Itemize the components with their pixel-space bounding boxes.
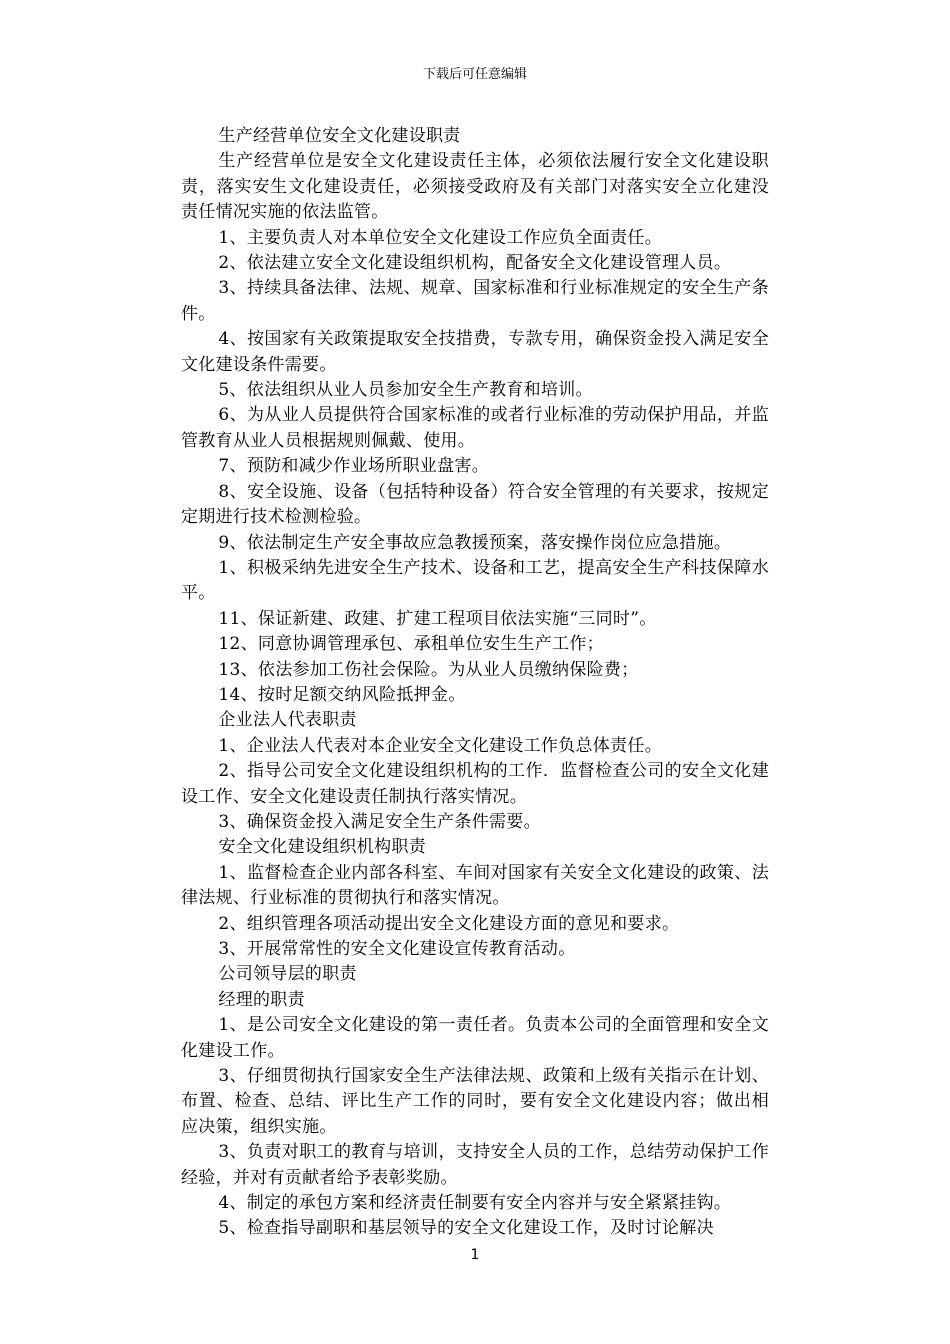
list-item: 1、积极采纳先进安全生产技术、设备和工艺，提高安全生产科技保障水平。: [181, 557, 769, 604]
section-heading: 生产经营单位安全文化建设职责: [218, 126, 461, 146]
list-item: 1、是公司安全文化建设的第一责任者。负责本公司的全面管理和安全文化建设工作。: [181, 1015, 769, 1061]
list-item: 6、为从业人员提供符合国家标准的或者行业标准的劳动保护用品，并监管教育从业人员根据规则佩戴、使用。: [181, 405, 769, 451]
list-item: 2、依法建立安全文化建设组织机构，配备安全文化建设管理人员。: [218, 253, 732, 274]
list-item: 13、依法参加工伤社会保险。为从业人员缴纳保险费；: [218, 659, 639, 680]
list-item: 9、依法制定生产安全事故应急教援预案，落安操作岗位应急措施。: [218, 532, 732, 553]
list-item: 11、保证新建、政建、扩建工程项目依法实施“三同时”。: [218, 608, 657, 629]
section-heading: 企业法人代表职责: [218, 710, 357, 731]
list-item: 3、负责对职工的教育与培训，支持安全人员的工作，总结劳动保护工作经验，并对有贡献者给予表彰奖励。: [181, 1142, 769, 1188]
list-item: 1、企业法人代表对本企业安全文化建设工作负总体责任。: [218, 735, 663, 756]
subsection-heading: 经理的职责: [218, 989, 305, 1010]
paragraph: 生产经营单位是安全文化建设责任主体，必须依法履行安全文化建设职责，落实安生文化建设责任，必须接受政府及有关部门对落实安全立化建没责任情况实施的依法监管。: [181, 151, 769, 223]
list-item: 8、安全设施、设备（包括特种设备）符合安全管理的有关要求，按规定定期进行技术检测检验。: [181, 481, 769, 528]
list-item: 3、确保资金投入满足安全生产条件需要。: [218, 811, 541, 832]
list-item: 2、指导公司安全文化建设组织机构的工作．监督检查公司的安全文化建设工作、安全文化建设责任制执行落实情况。: [181, 761, 769, 807]
list-item: 3、仔细贯彻执行国家安全生产法律法规、政策和上级有关指示在计划、布置、检查、总结、评比生产工作的同时，要有安全文化建设内容；做出相应决策，组织实施。: [181, 1066, 769, 1137]
list-item: 1、主要负责人对本单位安全文化建设工作应负全面责任。: [218, 227, 663, 248]
download-edit-note: 下载后可任意编辑: [422, 67, 527, 82]
list-item: 5、检查指导副职和基层领导的安全文化建设工作，及时讨论解决: [218, 1218, 714, 1239]
list-item: 4、按国家有关政策提取安全技措费，专款专用，确保资金投入满足安全文化建设条件需要。: [181, 329, 769, 375]
section-heading: 安全文化建设组织机构职责: [218, 837, 426, 858]
page-number: 1: [470, 1247, 480, 1263]
list-item: 3、持续具备法律、法规、规章、国家标准和行业标准规定的安全生产条件。: [181, 278, 769, 324]
list-item: 14、按时足额交纳风险抵押金。: [218, 684, 466, 705]
list-item: 7、预防和减少作业场所职业盘害。: [218, 456, 490, 477]
list-item: 12、同意协调管理承包、承租单位安生生产工作；: [218, 634, 604, 655]
list-item: 5、依法组织从业人员参加安全生产教育和培训。: [218, 380, 593, 401]
list-item: 4、制定的承包方案和经济责任制要有安全内容并与安全紧紧挂钩。: [218, 1193, 732, 1214]
list-item: 3、开展常常性的安全文化建设宣传教育活动。: [218, 939, 576, 959]
section-heading: 公司领导层的职责: [218, 964, 357, 985]
document-body: [181, 124, 769, 1242]
list-item: 1、监督检查企业内部各科室、车间对国家有关安全文化建设的政策、法律法规、行业标准的贯彻执行和落实情况。: [181, 862, 769, 909]
list-item: 2、组织管理各项活动提出安全文化建设方面的意见和要求。: [218, 913, 680, 934]
